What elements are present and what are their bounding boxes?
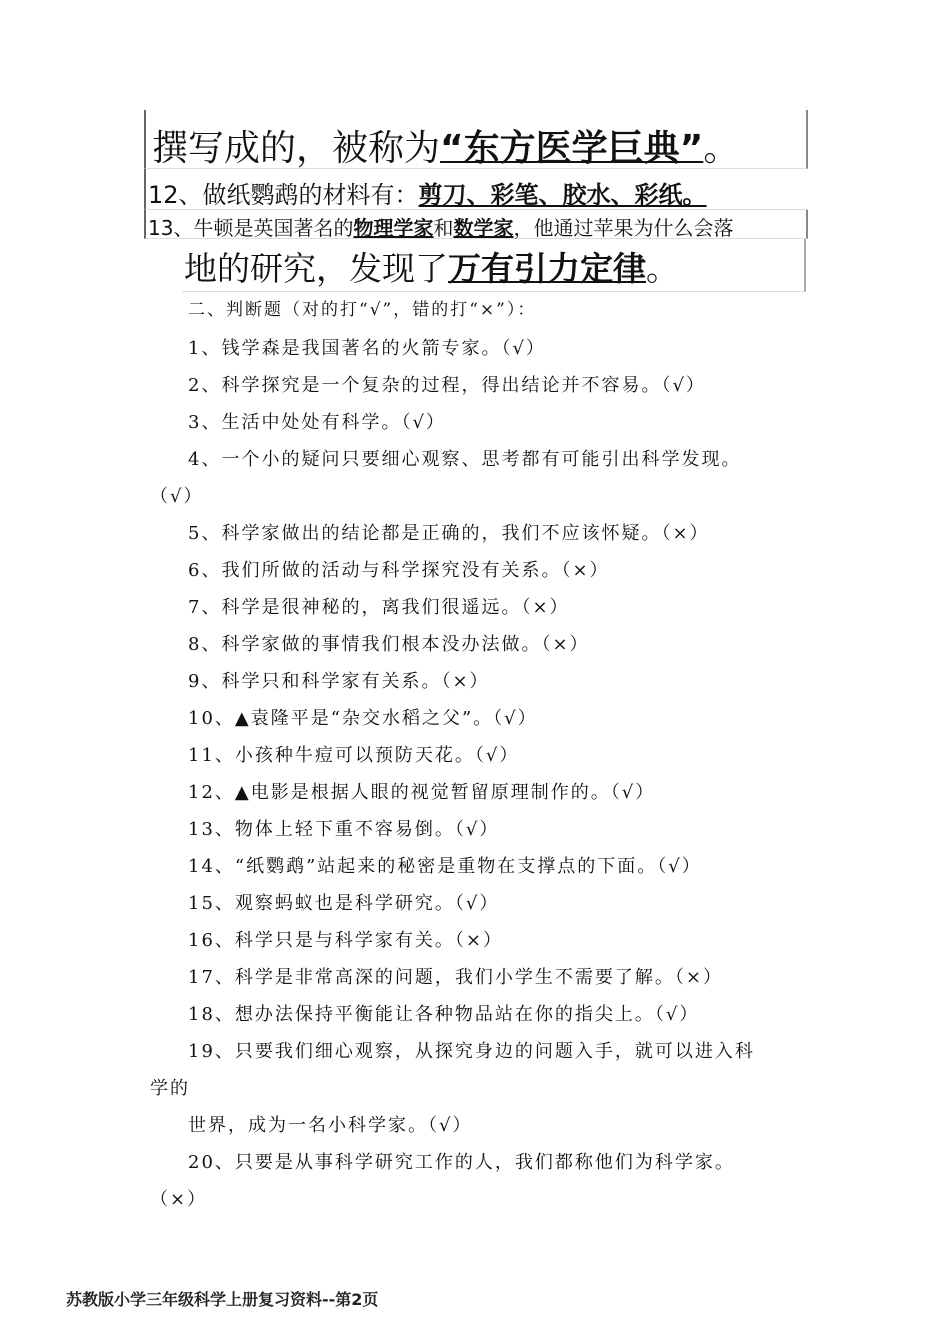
list-item: 7、科学是很神秘的，离我们很遥远。（×） <box>188 597 570 618</box>
list-item: 20、只要是从事科学研究工作的人，我们都称他们为科学家。 <box>188 1152 735 1173</box>
list-item: 6、我们所做的活动与科学探究没有关系。（×） <box>188 560 610 581</box>
scanned-answer-block <box>144 110 808 292</box>
scan-row-4 <box>182 239 806 292</box>
scan-row3-suffix: ，他通过苹果为什么会落 <box>513 216 734 240</box>
list-item: 17、科学是非常高深的问题，我们小学生不需要了解。（×） <box>188 967 723 988</box>
list-item: 15、观察蚂蚁也是科学研究。（√） <box>188 893 500 914</box>
list-item-continuation: 学的 <box>150 1078 190 1099</box>
scan-row3-mid: 和 <box>433 216 454 240</box>
list-item: 12、▲电影是根据人眼的视觉暂留原理制作的。（√） <box>188 782 656 803</box>
scan-row4-prefix: 地的研究，发现了 <box>184 249 448 288</box>
list-item: 18、想办法保持平衡能让各种物品站在你的指尖上。（√） <box>188 1004 700 1025</box>
scan-row3-prefix: 13、牛顿是英国著名的 <box>148 216 354 240</box>
list-item: 3、生活中处处有科学。（√） <box>188 412 446 433</box>
scan-row1-answer: “东方医学巨典” <box>440 128 704 169</box>
list-item: 5、科学家做出的结论都是正确的，我们不应该怀疑。（×） <box>188 523 710 544</box>
list-item-continuation: 世界，成为一名小科学家。（√） <box>188 1115 473 1136</box>
page-footer: 苏教版小学三年级科学上册复习资料--第2页 <box>66 1290 379 1309</box>
scan-row2-prefix: 12、做纸鹦鹉的材料有： <box>148 181 419 209</box>
list-item: 14、“纸鹦鹉”站起来的秘密是重物在支撑点的下面。（√） <box>188 856 702 877</box>
scan-row4-answer: 万有引力定律 <box>448 249 646 288</box>
scan-row-2 <box>144 169 808 210</box>
list-item-continuation: （√） <box>150 486 204 507</box>
list-item: 13、物体上轻下重不容易倒。（√） <box>188 819 500 840</box>
list-item: 11、小孩种牛痘可以预防天花。（√） <box>188 745 520 766</box>
list-item: 1、钱学森是我国著名的火箭专家。（√） <box>188 338 546 359</box>
section-heading: 二、判断题（对的打“√”，错的打“×”）： <box>188 300 537 320</box>
scan-row4-suffix: 。 <box>646 249 679 288</box>
scan-row2-answer: 剪刀、彩笔、胶水、彩纸。 <box>418 181 707 209</box>
list-item: 10、▲袁隆平是“杂交水稻之父”。（√） <box>188 708 538 729</box>
scan-row-3 <box>144 210 808 239</box>
list-item: 2、科学探究是一个复杂的过程，得出结论并不容易。（√） <box>188 375 706 396</box>
list-item: 19、只要我们细心观察，从探究身边的问题入手，就可以进入科 <box>188 1041 755 1062</box>
list-item: 9、科学只和科学家有关系。（×） <box>188 671 490 692</box>
list-item: 4、一个小的疑问只要细心观察、思考都有可能引出科学发现。 <box>188 449 742 470</box>
scan-row3-answer-1: 物理学家 <box>353 216 434 240</box>
list-item: 16、科学只是与科学家有关。（×） <box>188 930 503 951</box>
scan-row1-suffix: 。 <box>703 128 740 169</box>
list-item-continuation: （×） <box>150 1189 208 1210</box>
scan-row3-answer-2: 数学家 <box>453 216 514 240</box>
scan-row1-prefix: 撰写成的，被称为 <box>152 128 441 169</box>
scan-row-1 <box>144 110 808 169</box>
list-item: 8、科学家做的事情我们根本没办法做。（×） <box>188 634 590 655</box>
